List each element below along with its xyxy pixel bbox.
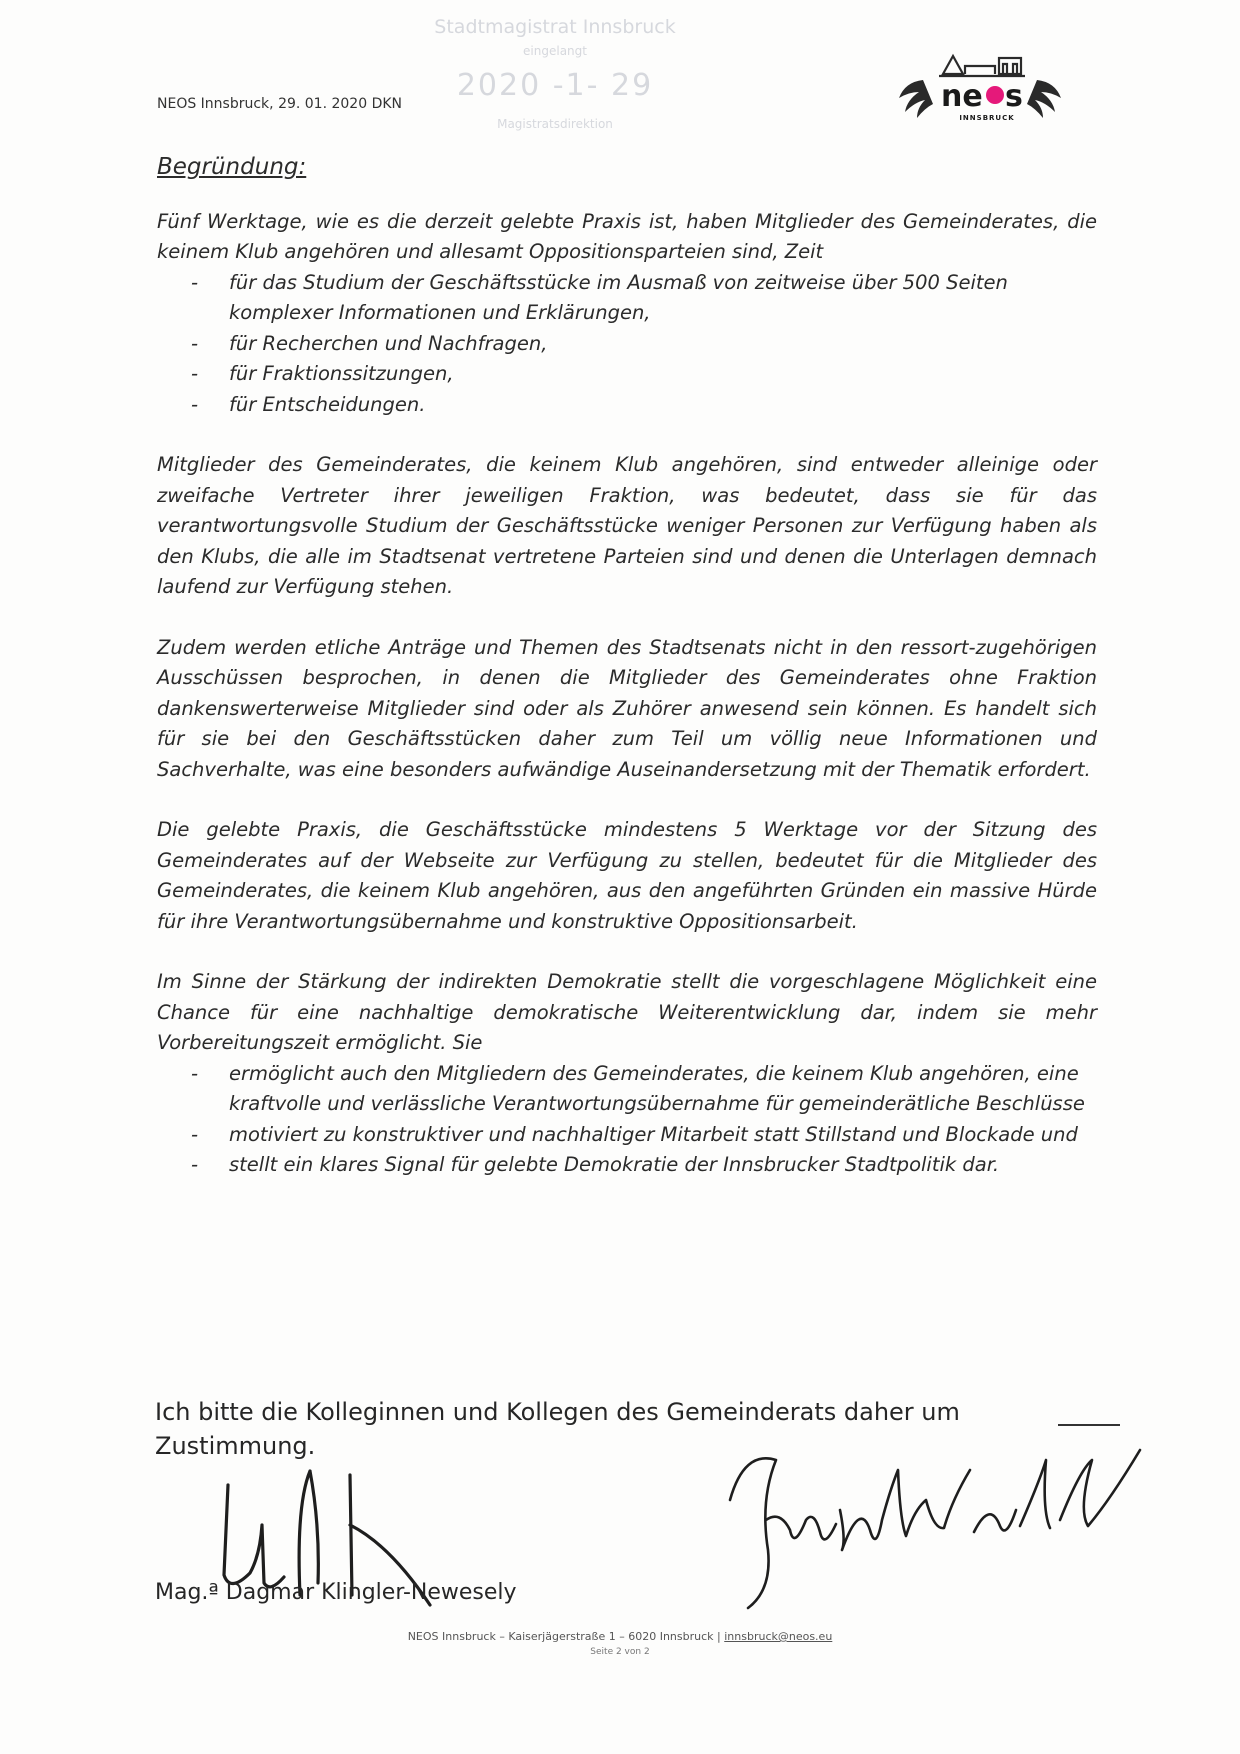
svg-text:s: s	[1005, 79, 1023, 114]
list-item: - motiviert zu konstruktiver und nachhaltiger Mitarbeit statt Stillstand und Blockade und	[157, 1120, 1097, 1151]
signer-name: Mag.ª Dagmar Klingler-Newesely	[155, 1580, 517, 1605]
footer-address-line	[0, 1630, 1240, 1643]
list-item: - für Fraktionssitzungen,	[157, 359, 1097, 390]
list-item: - für Recherchen und Nachfragen,	[157, 329, 1097, 360]
skyline-icon	[939, 56, 1025, 76]
paragraph-4: Die gelebte Praxis, die Geschäftsstücke mindestens 5 Werktage vor der Sitzung des Gemeinderates auf der Webseite zur Verfügung zu stellen, bedeutet für die Mitglieder des Gemeinderates, die keinem Klub angehören, aus den angeführten Gründen ein massive Hürde für ihre Verantwortungsübernahme und konstruktive Oppositionsarbeit.	[157, 818, 1097, 933]
heading-begruendung: Begründung:	[157, 154, 307, 180]
page-number: Seite 2 von 2	[590, 1647, 650, 1657]
paragraph-3: Zudem werden etliche Anträge und Themen des Stadtsenats nicht in den ressort-zugehörigen Ausschüssen besprochen, in denen die Mitglieder des Gemeinderates ohne Fraktion dankenswerterweise Mitglieder sind oder als Zuhörer anwesend sein können. Es handelt sich für sie bei den Geschäftsstücken daher zum Teil um völlig neue Informationen und Sachverhalte, was eine besonders aufwändige Auseinandersetzung mit der Thematik erfordert.	[157, 635, 1097, 781]
list-item: - ermöglicht auch den Mitgliedern des Gemeinderates, die keinem Klub angehören, eine kraftvolle und verlässliche Verantwortungsübernahme für gemeinderätliche Beschlüsse	[157, 1059, 1097, 1120]
stamp-line-1: Stadtmagistrat Innsbruck	[434, 16, 676, 38]
svg-text:ne: ne	[941, 79, 983, 114]
svg-text:INNSBRUCK: INNSBRUCK	[959, 114, 1015, 122]
document-body	[157, 152, 1097, 1211]
neos-innsbruck-logo	[895, 50, 1065, 130]
closing-rule	[1058, 1424, 1120, 1426]
footer-address: NEOS Innsbruck – Kaiserjägerstraße 1 – 6020 Innsbruck |	[407, 1630, 725, 1643]
benefits-list	[157, 1059, 1097, 1181]
left-wing-icon	[899, 80, 933, 118]
closing-request: Ich bitte die Kolleginnen und Kollegen des Gemeinderats daher um Zustimmung.	[155, 1398, 960, 1460]
footer-email-link[interactable]: innsbruck@neos.eu	[724, 1630, 833, 1643]
list-item: - stellt ein klares Signal für gelebte Demokratie der Innsbrucker Stadtpolitik dar.	[157, 1150, 1097, 1181]
paragraph-5: Im Sinne der Stärkung der indirekten Demokratie stellt die vorgeschlagene Möglichkeit eine Chance für eine nachhaltige demokratische Weiterentwicklung dar, indem sie mehr Vorbereitungszeit ermöglicht. Sie	[157, 970, 1097, 1054]
neos-wordmark	[941, 79, 1023, 114]
page-footer	[0, 1630, 1240, 1657]
received-stamp	[410, 16, 700, 156]
list-item: - für das Studium der Geschäftsstücke im Ausmaß von zeitweise über 500 Seiten komplexer Informationen und Erklärungen,	[157, 268, 1097, 329]
right-wing-icon	[1027, 80, 1061, 118]
stamp-date: 2020 -1- 29	[456, 68, 654, 103]
paragraph-2: Mitglieder des Gemeinderates, die keinem Klub angehören, sind entweder alleinige oder zweifache Vertreter ihrer jeweiligen Fraktion, was bedeutet, dass sie für das verantwortungsvolle Studium der Geschäftsstücke weniger Personen zur Verfügung haben als den Klubs, die alle im Stadtsenat vertretene Parteien sind und denen die Unterlagen demnach laufend zur Verfügung stehen.	[157, 453, 1097, 598]
reasons-list	[157, 268, 1097, 421]
stamp-line-2: eingelangt	[523, 44, 587, 58]
list-item: - für Entscheidungen.	[157, 390, 1097, 421]
paragraph-1: Fünf Werktage, wie es die derzeit gelebte Praxis ist, haben Mitglieder des Gemeinderates, die keinem Klub angehören und allesamt Oppositionsparteien sind, Zeit	[157, 209, 1097, 263]
signature-right	[720, 1440, 1180, 1610]
date-line: NEOS Innsbruck, 29. 01. 2020 DKN	[157, 96, 403, 112]
stamp-line-4: Magistratsdirektion	[497, 117, 613, 131]
